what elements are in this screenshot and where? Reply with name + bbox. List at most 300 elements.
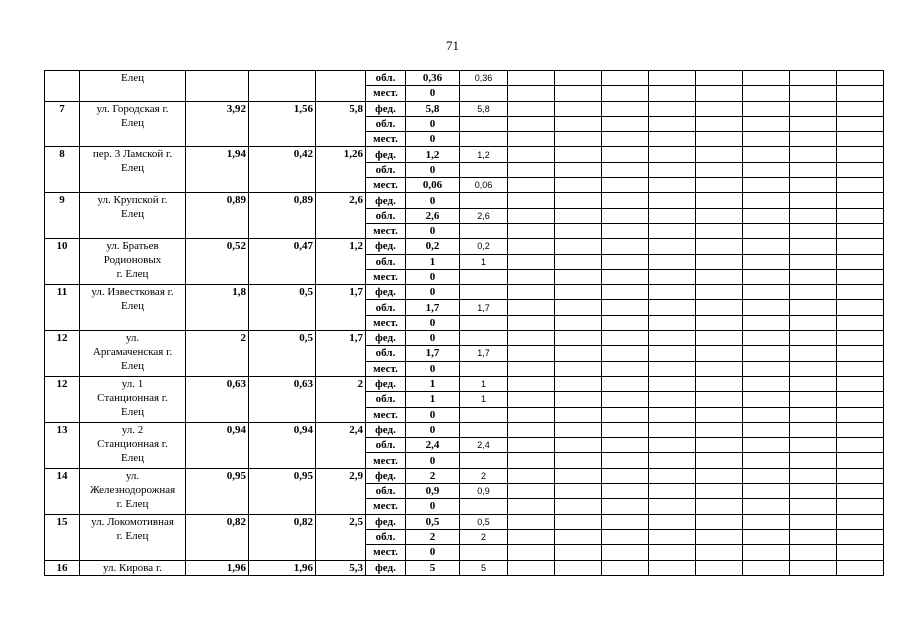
empty-cell <box>837 346 884 361</box>
funding-amount-cell: 2 <box>406 529 460 544</box>
funding-amount-copy-cell <box>460 331 508 346</box>
value-1-cell: 1,94 <box>186 147 249 193</box>
funding-amount-cell: 1,7 <box>406 346 460 361</box>
funding-amount-copy-cell: 5 <box>460 560 508 575</box>
funding-amount-cell: 1 <box>406 392 460 407</box>
funding-source-cell: фед. <box>366 468 406 483</box>
row-number-cell: 14 <box>45 468 80 514</box>
empty-cell <box>555 514 602 529</box>
funding-amount-copy-cell <box>460 285 508 300</box>
funding-source-cell: фед. <box>366 514 406 529</box>
empty-cell <box>743 392 790 407</box>
empty-cell <box>649 453 696 468</box>
table-row <box>45 422 884 437</box>
funding-amount-cell: 0,06 <box>406 178 460 193</box>
empty-cell <box>696 208 743 223</box>
funding-source-cell: обл. <box>366 484 406 499</box>
value-2-cell: 1,96 <box>249 560 316 575</box>
empty-cell <box>696 162 743 177</box>
object-name-line: Елец <box>121 72 144 84</box>
empty-cell <box>649 545 696 560</box>
object-name-line: Елец <box>121 360 144 373</box>
empty-cell <box>649 147 696 162</box>
empty-cell <box>508 376 555 391</box>
empty-cell <box>837 116 884 131</box>
funding-amount-copy-cell <box>460 315 508 330</box>
empty-cell <box>555 147 602 162</box>
table-row <box>45 514 884 529</box>
empty-cell <box>743 162 790 177</box>
empty-cell <box>790 254 837 269</box>
empty-cell <box>790 407 837 422</box>
funding-amount-copy-cell: 2,6 <box>460 208 508 223</box>
funding-amount-cell: 0 <box>406 162 460 177</box>
empty-cell <box>602 392 649 407</box>
empty-cell <box>743 285 790 300</box>
empty-cell <box>508 392 555 407</box>
empty-cell <box>555 529 602 544</box>
value-3-cell: 1,26 <box>316 147 366 193</box>
empty-cell <box>743 560 790 575</box>
funding-amount-copy-cell <box>460 407 508 422</box>
object-name-line: Станционная г. <box>97 391 168 404</box>
empty-cell <box>649 468 696 483</box>
funding-source-cell: фед. <box>366 101 406 116</box>
object-name-line: Родионовых <box>103 254 162 267</box>
empty-cell <box>837 178 884 193</box>
object-name-line: Железнодорожная <box>89 483 176 496</box>
value-2-cell: 0,94 <box>249 422 316 468</box>
empty-cell <box>743 499 790 514</box>
empty-cell <box>743 331 790 346</box>
empty-cell <box>743 239 790 254</box>
empty-cell <box>602 101 649 116</box>
empty-cell <box>790 208 837 223</box>
empty-cell <box>790 71 837 86</box>
empty-cell <box>508 422 555 437</box>
value-3-cell: 1,2 <box>316 239 366 285</box>
empty-cell <box>602 361 649 376</box>
object-name-line: ул. 2 <box>121 423 144 436</box>
table-row <box>45 71 884 86</box>
empty-cell <box>743 453 790 468</box>
empty-cell <box>790 453 837 468</box>
object-name-line: Елец <box>121 162 144 175</box>
empty-cell <box>696 499 743 514</box>
empty-cell <box>508 178 555 193</box>
empty-cell <box>555 132 602 147</box>
object-name-cell <box>80 147 186 193</box>
object-name-line: г. Елец <box>116 268 149 281</box>
object-name-line: ул. 1 <box>121 377 144 390</box>
empty-cell <box>508 484 555 499</box>
object-name-line: ул. Локомотивная <box>91 515 174 528</box>
empty-cell <box>602 438 649 453</box>
value-1-cell: 1,8 <box>186 285 249 331</box>
funding-amount-copy-cell: 1,7 <box>460 300 508 315</box>
empty-cell <box>649 239 696 254</box>
empty-cell <box>696 346 743 361</box>
empty-cell <box>837 422 884 437</box>
object-name-line: ул. Известковая г. <box>91 286 174 299</box>
empty-cell <box>649 499 696 514</box>
empty-cell <box>508 162 555 177</box>
empty-cell <box>555 499 602 514</box>
empty-cell <box>649 86 696 101</box>
empty-cell <box>837 529 884 544</box>
funding-amount-cell: 2 <box>406 468 460 483</box>
funding-source-cell: мест. <box>366 545 406 560</box>
empty-cell <box>790 86 837 101</box>
empty-cell <box>602 147 649 162</box>
empty-cell <box>602 300 649 315</box>
funding-source-cell: обл. <box>366 116 406 131</box>
empty-cell <box>508 346 555 361</box>
value-2-cell <box>249 71 316 102</box>
object-name-cell <box>80 468 186 514</box>
empty-cell <box>508 208 555 223</box>
value-2-cell: 0,5 <box>249 331 316 377</box>
empty-cell <box>555 392 602 407</box>
value-3-cell: 2 <box>316 376 366 422</box>
row-number-cell: 12 <box>45 376 80 422</box>
empty-cell <box>649 269 696 284</box>
empty-cell <box>696 392 743 407</box>
empty-cell <box>837 269 884 284</box>
empty-cell <box>602 223 649 238</box>
empty-cell <box>555 300 602 315</box>
funding-source-cell: мест. <box>366 86 406 101</box>
empty-cell <box>508 361 555 376</box>
funding-amount-copy-cell: 5,8 <box>460 101 508 116</box>
empty-cell <box>649 285 696 300</box>
value-2-cell: 0,63 <box>249 376 316 422</box>
funding-amount-copy-cell: 0,5 <box>460 514 508 529</box>
funding-amount-cell: 1 <box>406 254 460 269</box>
empty-cell <box>508 132 555 147</box>
object-name-cell <box>80 422 186 468</box>
empty-cell <box>743 116 790 131</box>
empty-cell <box>649 407 696 422</box>
empty-cell <box>602 346 649 361</box>
funding-amount-cell: 0 <box>406 361 460 376</box>
empty-cell <box>649 529 696 544</box>
empty-cell <box>696 147 743 162</box>
empty-cell <box>649 438 696 453</box>
empty-cell <box>602 162 649 177</box>
funding-amount-cell: 0,9 <box>406 484 460 499</box>
row-number-cell: 7 <box>45 101 80 147</box>
empty-cell <box>743 484 790 499</box>
value-1-cell: 0,94 <box>186 422 249 468</box>
empty-cell <box>743 223 790 238</box>
empty-cell <box>743 269 790 284</box>
empty-cell <box>555 422 602 437</box>
empty-cell <box>555 361 602 376</box>
funding-source-cell: обл. <box>366 300 406 315</box>
empty-cell <box>743 438 790 453</box>
object-name-line: Станционная г. <box>97 437 168 450</box>
empty-cell <box>696 422 743 437</box>
funding-source-cell: обл. <box>366 529 406 544</box>
funding-source-cell: мест. <box>366 499 406 514</box>
empty-cell <box>837 147 884 162</box>
empty-cell <box>508 71 555 86</box>
empty-cell <box>649 254 696 269</box>
empty-cell <box>743 346 790 361</box>
value-3-cell: 2,6 <box>316 193 366 239</box>
funding-amount-cell: 0 <box>406 86 460 101</box>
empty-cell <box>602 376 649 391</box>
value-1-cell: 2 <box>186 331 249 377</box>
empty-cell <box>743 71 790 86</box>
funding-amount-copy-cell: 0,2 <box>460 239 508 254</box>
funding-amount-copy-cell: 2 <box>460 468 508 483</box>
empty-cell <box>837 86 884 101</box>
empty-cell <box>555 468 602 483</box>
empty-cell <box>602 193 649 208</box>
empty-cell <box>602 285 649 300</box>
funding-source-cell: фед. <box>366 422 406 437</box>
value-1-cell <box>186 71 249 102</box>
funding-amount-cell: 0 <box>406 132 460 147</box>
empty-cell <box>837 453 884 468</box>
empty-cell <box>649 484 696 499</box>
funding-amount-copy-cell <box>460 162 508 177</box>
empty-cell <box>508 407 555 422</box>
funding-amount-cell: 0 <box>406 223 460 238</box>
empty-cell <box>555 376 602 391</box>
empty-cell <box>790 361 837 376</box>
funding-source-cell: мест. <box>366 453 406 468</box>
empty-cell <box>790 545 837 560</box>
empty-cell <box>602 254 649 269</box>
empty-cell <box>696 285 743 300</box>
empty-cell <box>649 331 696 346</box>
empty-cell <box>790 223 837 238</box>
empty-cell <box>743 254 790 269</box>
empty-cell <box>837 514 884 529</box>
empty-cell <box>790 484 837 499</box>
value-1-cell: 0,52 <box>186 239 249 285</box>
object-name-line: ул. Братьев <box>106 240 159 253</box>
empty-cell <box>508 331 555 346</box>
empty-cell <box>555 545 602 560</box>
empty-cell <box>602 331 649 346</box>
table-body <box>45 71 884 576</box>
empty-cell <box>743 545 790 560</box>
empty-cell <box>555 101 602 116</box>
budget-table <box>44 70 884 576</box>
value-2-cell: 0,95 <box>249 468 316 514</box>
funding-amount-copy-cell: 1 <box>460 254 508 269</box>
funding-amount-cell: 1,2 <box>406 147 460 162</box>
empty-cell <box>508 116 555 131</box>
empty-cell <box>696 116 743 131</box>
empty-cell <box>790 132 837 147</box>
empty-cell <box>790 147 837 162</box>
table-row <box>45 101 884 116</box>
funding-source-cell: мест. <box>366 178 406 193</box>
object-name-line: г. Елец <box>116 529 149 542</box>
empty-cell <box>555 162 602 177</box>
empty-cell <box>790 300 837 315</box>
empty-cell <box>790 331 837 346</box>
table-row <box>45 331 884 346</box>
funding-amount-cell: 0,36 <box>406 71 460 86</box>
funding-source-cell: обл. <box>366 162 406 177</box>
empty-cell <box>696 331 743 346</box>
row-number-cell: 13 <box>45 422 80 468</box>
table-row <box>45 468 884 483</box>
object-name-line: Елец <box>121 208 144 221</box>
row-number-cell: 10 <box>45 239 80 285</box>
empty-cell <box>649 514 696 529</box>
empty-cell <box>508 193 555 208</box>
empty-cell <box>696 407 743 422</box>
funding-amount-cell: 0 <box>406 453 460 468</box>
empty-cell <box>696 529 743 544</box>
empty-cell <box>555 71 602 86</box>
empty-cell <box>837 361 884 376</box>
empty-cell <box>508 285 555 300</box>
value-1-cell: 0,63 <box>186 376 249 422</box>
value-2-cell: 0,82 <box>249 514 316 560</box>
funding-source-cell: обл. <box>366 254 406 269</box>
empty-cell <box>743 315 790 330</box>
empty-cell <box>696 361 743 376</box>
funding-amount-cell: 0 <box>406 285 460 300</box>
empty-cell <box>602 116 649 131</box>
funding-source-cell: фед. <box>366 376 406 391</box>
row-number-cell: 15 <box>45 514 80 560</box>
value-3-cell <box>316 71 366 102</box>
empty-cell <box>555 315 602 330</box>
object-name-line: Елец <box>121 300 144 313</box>
funding-source-cell: обл. <box>366 438 406 453</box>
object-name-cell <box>80 193 186 239</box>
empty-cell <box>508 269 555 284</box>
empty-cell <box>508 315 555 330</box>
funding-amount-copy-cell <box>460 422 508 437</box>
empty-cell <box>649 132 696 147</box>
funding-source-cell: обл. <box>366 71 406 86</box>
funding-amount-cell: 1,7 <box>406 300 460 315</box>
funding-amount-cell: 0 <box>406 116 460 131</box>
empty-cell <box>602 560 649 575</box>
empty-cell <box>790 193 837 208</box>
funding-source-cell: обл. <box>366 208 406 223</box>
funding-amount-copy-cell: 1,7 <box>460 346 508 361</box>
object-name-cell <box>80 376 186 422</box>
empty-cell <box>790 376 837 391</box>
funding-amount-cell: 2,6 <box>406 208 460 223</box>
value-3-cell: 2,5 <box>316 514 366 560</box>
empty-cell <box>555 208 602 223</box>
empty-cell <box>602 269 649 284</box>
empty-cell <box>508 560 555 575</box>
empty-cell <box>602 422 649 437</box>
empty-cell <box>790 392 837 407</box>
empty-cell <box>790 269 837 284</box>
empty-cell <box>837 438 884 453</box>
object-name-line: ул. Крупской г. <box>97 194 168 207</box>
funding-amount-copy-cell <box>460 269 508 284</box>
empty-cell <box>837 499 884 514</box>
empty-cell <box>602 484 649 499</box>
empty-cell <box>602 453 649 468</box>
empty-cell <box>649 116 696 131</box>
object-name-line: ул. <box>125 469 140 482</box>
empty-cell <box>602 178 649 193</box>
funding-amount-cell: 0 <box>406 545 460 560</box>
value-2-cell: 0,89 <box>249 193 316 239</box>
empty-cell <box>602 86 649 101</box>
empty-cell <box>743 86 790 101</box>
empty-cell <box>508 545 555 560</box>
empty-cell <box>602 208 649 223</box>
object-name-cell <box>80 560 186 575</box>
empty-cell <box>649 300 696 315</box>
funding-amount-cell: 0,2 <box>406 239 460 254</box>
funding-source-cell: мест. <box>366 132 406 147</box>
empty-cell <box>508 468 555 483</box>
empty-cell <box>790 285 837 300</box>
empty-cell <box>602 529 649 544</box>
empty-cell <box>696 468 743 483</box>
value-1-cell: 0,82 <box>186 514 249 560</box>
object-name-cell <box>80 285 186 331</box>
empty-cell <box>508 438 555 453</box>
object-name-cell <box>80 101 186 147</box>
object-name-cell <box>80 239 186 285</box>
empty-cell <box>555 285 602 300</box>
funding-amount-cell: 2,4 <box>406 438 460 453</box>
object-name-cell <box>80 514 186 560</box>
value-3-cell: 2,9 <box>316 468 366 514</box>
empty-cell <box>508 499 555 514</box>
object-name-line: ул. Городская г. <box>96 102 169 115</box>
funding-amount-copy-cell: 0,06 <box>460 178 508 193</box>
funding-amount-copy-cell <box>460 545 508 560</box>
funding-amount-copy-cell <box>460 86 508 101</box>
empty-cell <box>602 514 649 529</box>
empty-cell <box>743 529 790 544</box>
empty-cell <box>837 545 884 560</box>
empty-cell <box>837 407 884 422</box>
empty-cell <box>555 269 602 284</box>
funding-amount-cell: 5,8 <box>406 101 460 116</box>
empty-cell <box>837 71 884 86</box>
empty-cell <box>837 239 884 254</box>
funding-source-cell: мест. <box>366 361 406 376</box>
empty-cell <box>555 193 602 208</box>
empty-cell <box>555 116 602 131</box>
table-row <box>45 285 884 300</box>
empty-cell <box>696 101 743 116</box>
value-2-cell: 1,56 <box>249 101 316 147</box>
empty-cell <box>696 269 743 284</box>
empty-cell <box>696 178 743 193</box>
empty-cell <box>602 315 649 330</box>
object-name-line: Елец <box>121 451 144 464</box>
object-name-cell <box>80 71 186 102</box>
table-row <box>45 376 884 391</box>
empty-cell <box>649 315 696 330</box>
empty-cell <box>649 361 696 376</box>
empty-cell <box>602 132 649 147</box>
value-1-cell: 0,95 <box>186 468 249 514</box>
